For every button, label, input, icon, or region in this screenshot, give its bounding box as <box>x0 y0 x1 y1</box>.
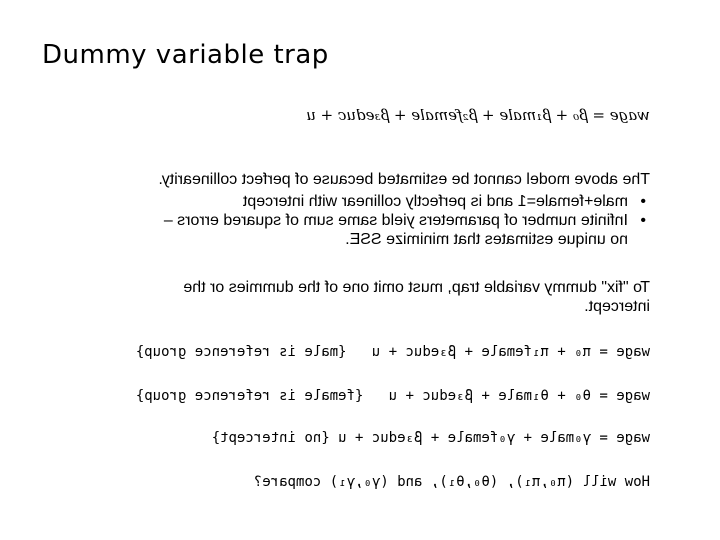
collinearity-intro: The above model cannot be estimated because of perfect collinearity. <box>158 171 650 188</box>
collinearity-bullets <box>164 192 650 249</box>
equation-text: wage = γ₀male + γ₀female + β₃educ + u <box>338 430 650 446</box>
equation-text: wage = π₀ + π₁female + β₃educ + u <box>371 344 650 360</box>
slide-title: Dummy variable trap <box>42 40 329 70</box>
equation-no-intercept <box>212 430 650 446</box>
equation-note: {male is reference group} <box>135 344 347 360</box>
equation-female-reference <box>136 388 650 404</box>
equation-note: {female is reference group} <box>135 388 364 404</box>
fix-text-line1: To "fix" dummy variable trap, must omit one of the dummies or the <box>183 279 650 296</box>
equation-note: {no intercept} <box>211 430 330 446</box>
bullet-continuation: no unique estimates that minimize SSE. <box>345 231 628 248</box>
bullet-item: • male+female=1 and is perfectly collinear with intercept <box>164 192 628 211</box>
equation-text: wage = θ₀ + θ₁male + β₃educ + u <box>388 388 650 404</box>
mirrored-slide-body <box>60 100 660 530</box>
model-equation: wage = β₀ + β₁male + β₂female + β₃educ + u <box>306 106 650 124</box>
comparison-question: How will (π₀,π₁), (θ₀,θ₁), and (γ₀,γ₁) compare? <box>253 474 650 490</box>
bullet-item: • Infinite number of parameters yield same sum of squared errors – <box>164 211 628 230</box>
equation-male-reference <box>136 344 650 360</box>
fix-text-line2: intercept. <box>584 298 650 315</box>
